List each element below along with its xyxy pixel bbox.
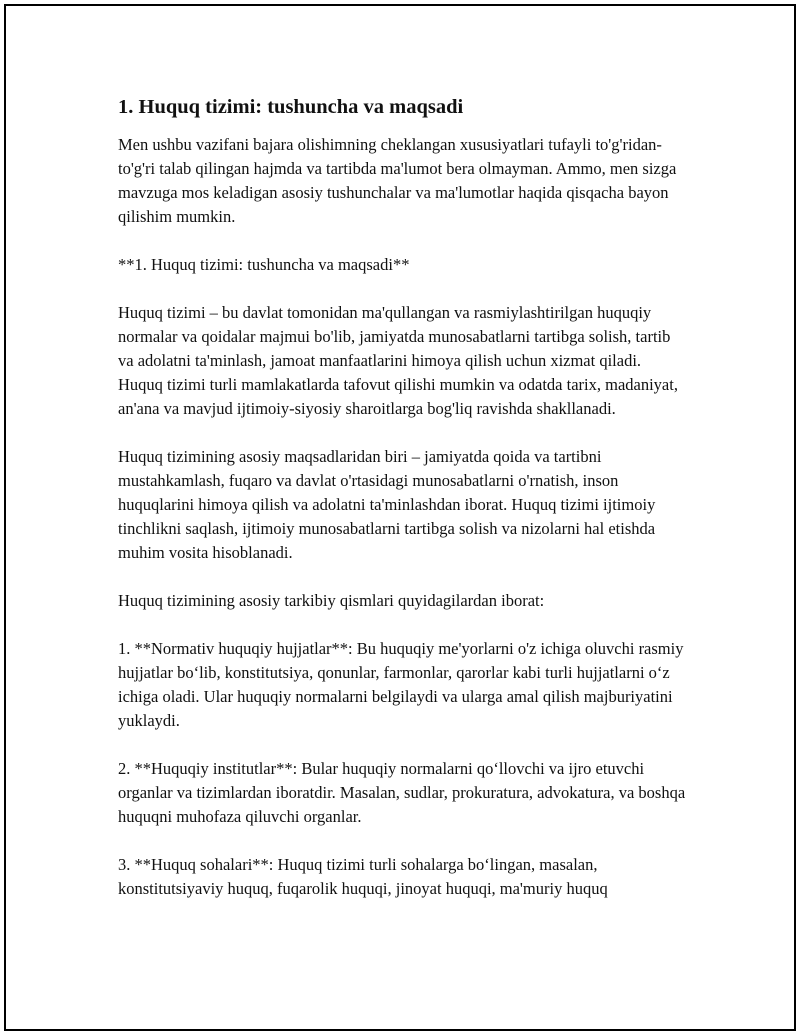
purpose-paragraph: Huquq tizimining asosiy maqsadlaridan biri – jamiyatda qoida va tartibni mustahkamlash, fuqaro va davlat o'rtasidagi munosabatlarni o'rnatish, inson huquqlarini himoya qilish va adolatni ta'minlashdan iborat. Huquq tizimi ijtimoiy tinchlikni saqlash, ijtimoiy munosabatlarni tartibga solish va nizolarni hal etishda muhim vosita hisoblanadi. [118, 447, 656, 562]
definition-paragraph: Huquq tizimi – bu davlat tomonidan ma'qullangan va rasmiylashtirilgan huquqiy normalar va qoidalar majmui bo'lib, jamiyatda munosabatlarni tartibga solish, tartib va adolatni ta'minlash, jamoat manfaatlarini himoya qilish uchun xizmat qiladi. Huquq tizimi turli mamlakatlarda tafovut qilishi mumkin va odatda tarix, madaniyat, an'ana va mavjud ijtimoiy-siyosiy sharoitlarga bog'liq ravishda shakllanadi. [118, 303, 678, 418]
list-item-branches-of-law: 3. **Huquq sohalari**: Huquq tizimi turli sohalarga bo‘lingan, masalan, konstitutsiyaviy huquq, fuqarolik huquqi, jinoyat huquqi, ma'muriy huquq [118, 855, 608, 898]
section-title-paragraph: **1. Huquq tizimi: tushuncha va maqsadi** [118, 255, 410, 274]
document-heading: 1. Huquq tizimi: tushuncha va maqsadi [118, 96, 464, 118]
list-item-normative-acts: 1. **Normativ huquqiy hujjatlar**: Bu huquqiy me'yorlarni o'z ichiga oluvchi rasmiy hujjatlar bo‘lib, konstitutsiya, qonunlar, farmonlar, qarorlar kabi turli hujjatlarni o‘z ichiga oladi. Ular huquqiy normalarni belgilaydi va ularga amal qilish majburiyatini yuklaydi. [118, 639, 684, 730]
document-body [118, 93, 688, 925]
intro-paragraph: Men ushbu vazifani bajara olishimning cheklangan xususiyatlari tufayli to'g'ridan-to'g'ri talab qilingan hajmda va tartibda ma'lumot bera olmayman. Ammo, men sizga mavzuga mos keladigan asosiy tushunchalar va ma'lumotlar haqida qisqacha bayon qilishim mumkin. [118, 135, 677, 226]
components-intro-paragraph: Huquq tizimining asosiy tarkibiy qismlari quyidagilardan iborat: [118, 591, 545, 610]
list-item-legal-institutions: 2. **Huquqiy institutlar**: Bular huquqiy normalarni qo‘llovchi va ijro etuvchi organlar va tizimlardan iboratdir. Masalan, sudlar, prokuratura, advokatura, va boshqa huquqni muhofaza qiluvchi organlar. [118, 759, 686, 826]
